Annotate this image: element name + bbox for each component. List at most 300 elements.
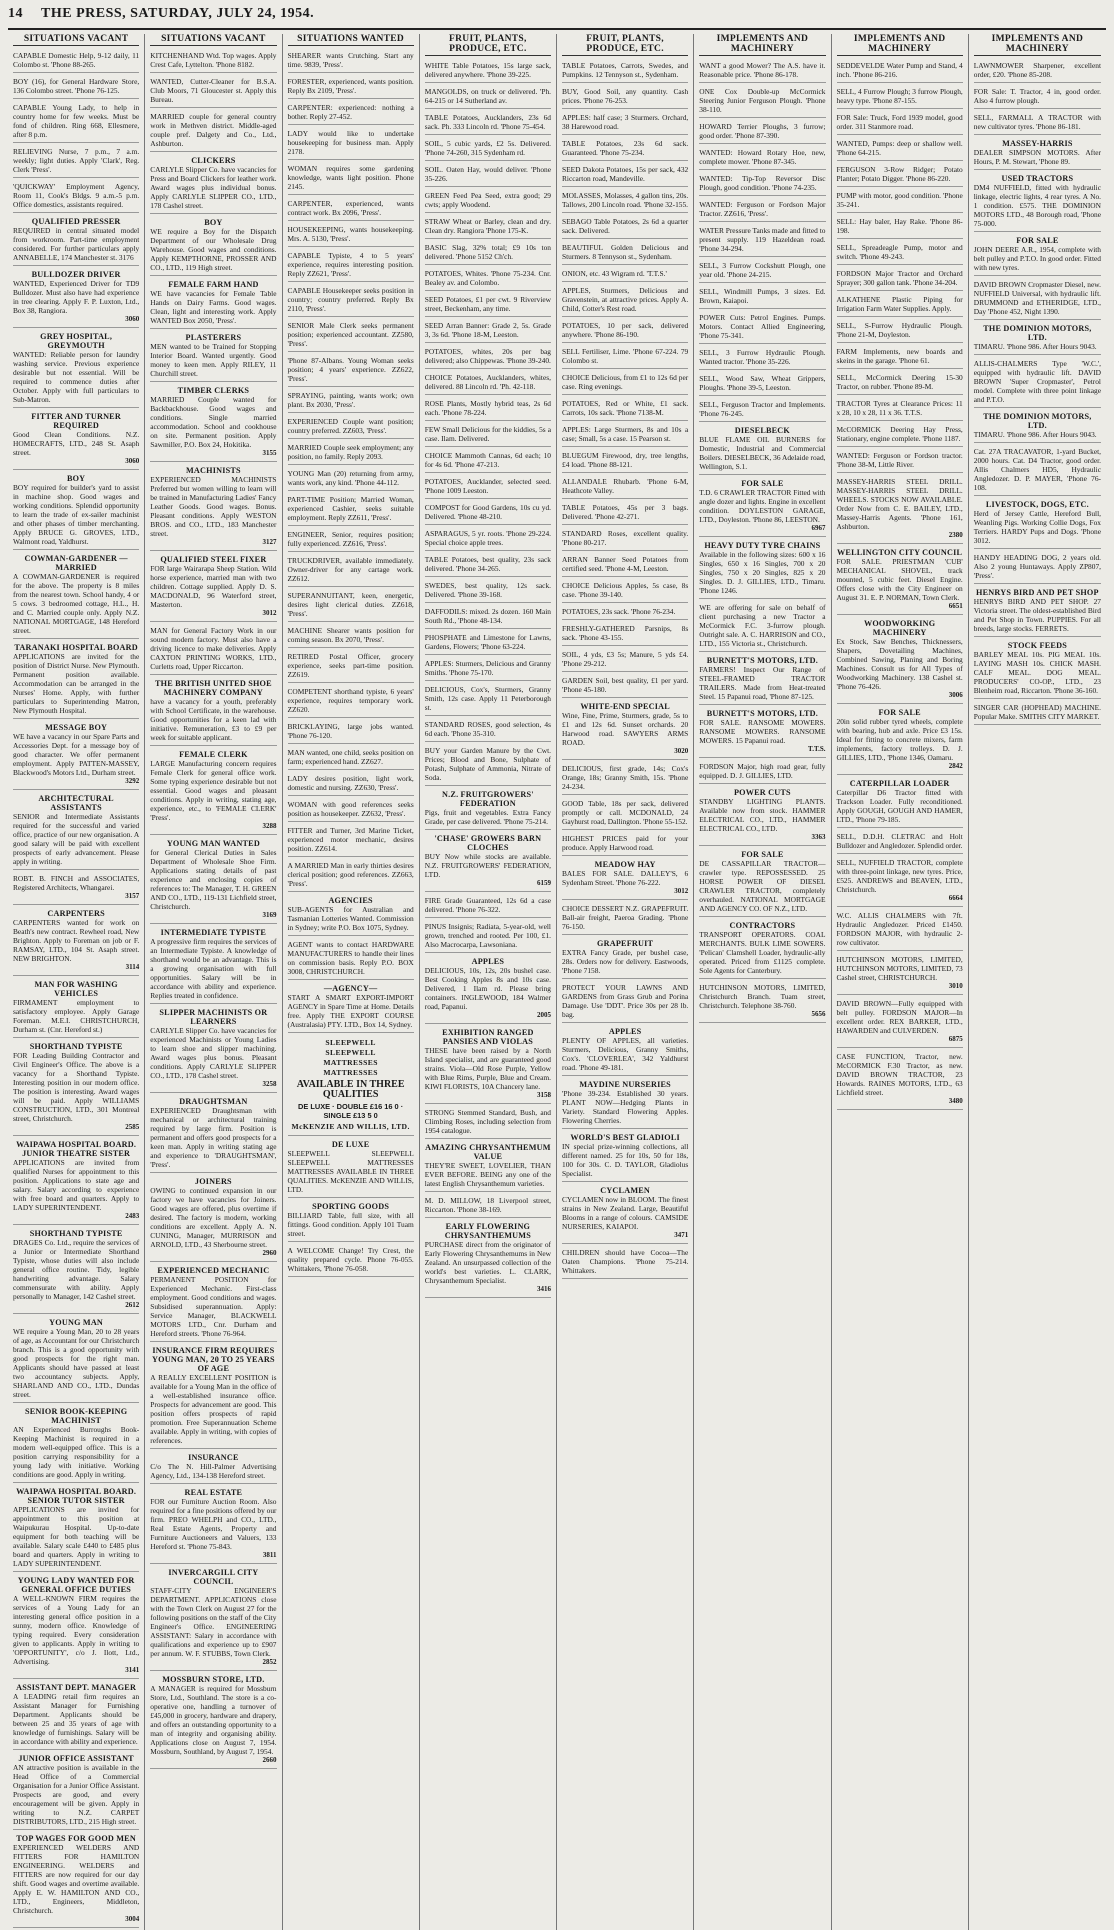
ad-heading: CONTRACTORS xyxy=(729,921,796,930)
classified-ad xyxy=(288,772,414,796)
classified-ad xyxy=(562,189,688,213)
ad-reference-number: 3020 xyxy=(674,747,689,755)
classified-ad xyxy=(562,1246,688,1279)
classified-ad xyxy=(974,59,1101,83)
ad-body: BOY required for builder's yard to assist in machine shop. Good wages and working conditions. Splendid opportunity to learn the trade of ex-sailer machinist and other phases of timber merchanting. Apply BRUCE G. GROVES, LTD., Walmont road, Yaldhurst. xyxy=(13,483,140,546)
classified-ad xyxy=(13,1040,139,1136)
classified-ad xyxy=(150,154,276,214)
ad-reference-number: 6967 xyxy=(811,524,826,532)
classified-ad xyxy=(425,955,551,1024)
classified-ad xyxy=(562,475,688,499)
ad-body: A LEADING retail firm requires an Assistant Manager for Furnishing Department. Applicants should be between 25 and 35 years of age with knowledge of furnishings. Salary will be in accordance with ability and experience. xyxy=(13,1692,140,1746)
ad-body: CAPABLE Young Lady, to help in country home for few weeks. Must be fond of children. Ring 668, Ellesmere, after 8 p.m. xyxy=(13,103,140,139)
ad-body: SUB-AGENTS for Australian and Tasmanian Lotteries Wanted. Commission in Sydney; write P.O. Box 1075, Sydney. xyxy=(287,905,414,932)
ad-body: THEY'RE SWEET, LOVELIER, THAN EVER BEFORE. BEING any one of the latest English Chrysanthemum varieties. xyxy=(424,1161,551,1188)
classified-ad xyxy=(974,445,1101,496)
ad-body: SPRAYING, painting, wants work; own plant. Bx 2030, 'Press'. xyxy=(287,391,414,409)
classified-ad xyxy=(837,345,963,369)
ad-body: REQUIRED in central situated model from workroom. Part-time employment considered. For further particulars apply ANNABELLE, 174 Manchester st. 3176 xyxy=(13,226,140,262)
ad-body: CARLYLE Slipper Co. have vacancies for experienced Machinists or Young Ladies to learn shoe and slipper machining. Award wages plus bonus. Pleasant conditions. Apply CARLYLE SLIPPER CO., LTD., 178 Cashel street. xyxy=(150,1026,277,1080)
ad-body: SINGER CAR (HOPHEAD) MACHINE. Popular Make. SMITHS CITY MARKET. xyxy=(973,703,1101,721)
classified-ad xyxy=(425,137,551,161)
ad-heading: WORLD'S BEST GLADIOLI xyxy=(570,1133,680,1142)
ad-reference-number: 3114 xyxy=(125,963,140,971)
classified-ad xyxy=(699,760,825,784)
ad-body: DAVID BROWN—Fully equipped with belt pulley. FORDSON MAJOR—In excellent order. REX BARKER, LTD., HAWARDEN and CULVERDEN. xyxy=(836,999,963,1035)
ad-body: MEN wanted to be Trained for Stopping Interior Board. Wanted urgently. Good money to keen men. Apply RILEY, 11 Churchill street. xyxy=(150,342,277,378)
classified-ad xyxy=(288,720,414,744)
classified-ad xyxy=(425,293,551,317)
classified-ad xyxy=(837,397,963,421)
ad-heading: MASSEY-HARRIS xyxy=(1002,139,1073,148)
column-heading: SITUATIONS VACANT xyxy=(150,34,276,46)
ad-heading: REAL ESTATE xyxy=(184,1488,243,1497)
ad-reference-number: 5656 xyxy=(811,1010,826,1018)
classified-ad xyxy=(425,1106,551,1139)
ad-heading: FOR SALE xyxy=(741,479,784,488)
ad-body: POTATOES, 23s sack. 'Phone 76-234. xyxy=(562,607,676,616)
ad-heading: TARANAKI HOSPITAL BOARD xyxy=(14,643,138,652)
classified-ad xyxy=(562,1078,688,1129)
classified-ad xyxy=(837,137,963,161)
classified-ad xyxy=(837,830,963,854)
ad-body: HOWARD Terrier Ploughs, 3 furrow; good order. 'Phone 87-390. xyxy=(699,122,826,140)
ad-body: DRAGES Co. Ltd., require the services of a Junior or Intermediate Shorthand Typiste, whose duties will also include general office routine. Tidy, legible handwriting advantage. Salary commensurate with ability. Apply personally to Manager, 142 Cashel street. xyxy=(13,1238,140,1301)
classified-ad xyxy=(13,1316,139,1403)
display-ad-line: SLEEPWELL xyxy=(325,1048,376,1057)
display-ad-line: MATTRESSES xyxy=(323,1068,378,1077)
ad-heading: MACHINISTS xyxy=(185,466,241,475)
classified-ad xyxy=(699,398,825,422)
ad-reference-number: 2005 xyxy=(537,1011,551,1019)
ad-reference-number: 3471 xyxy=(674,1231,689,1239)
classified-ad xyxy=(288,101,414,125)
classified-ad xyxy=(425,605,551,629)
ad-body: CARPENTERS wanted for work on Beath's new contract. Rewheel road, New Brighton. Apply to Foreman on job or F. RAMSAY, LTD., 104 St. Asaph street. NEW BRIGHTON. xyxy=(13,918,140,963)
classified-ad xyxy=(13,1227,139,1314)
classified-ad xyxy=(699,707,825,758)
classified-ad xyxy=(562,267,688,282)
classified-ad xyxy=(288,650,414,683)
ad-body: BEAUTIFUL Golden Delicious and Sturmers. 8 Tennyson st., Sydenham. xyxy=(562,243,689,261)
classified-ad xyxy=(425,371,551,395)
ad-body: ARRAN Banner Seed Potatoes from certified seed. 'Phone 4-M, Leeston. xyxy=(562,555,689,573)
classified-ad xyxy=(425,1194,551,1218)
classified-ad xyxy=(699,311,825,344)
ad-body: CARPENTER: experienced: nothing a bother. Reply 27-452. xyxy=(287,103,414,121)
ad-reference-number: 3157 xyxy=(125,892,140,900)
ad-body: DELICIOUS, first grade, 14s; Cox's Orange, 18s; Granny Smith, 15s. 'Phone 24-234. xyxy=(562,764,689,791)
classified-ad xyxy=(150,75,276,108)
classified-ad xyxy=(837,163,963,187)
classified-ad xyxy=(699,85,825,118)
ad-body: SHEARER wants Crutching. Start any time. 9839, 'Press'. xyxy=(287,51,414,69)
classified-ad xyxy=(150,677,276,746)
classified-ad xyxy=(699,919,825,979)
ad-heading: FOR SALE xyxy=(741,850,784,859)
ad-body: WANTED: Reliable person for laundry washing service. Previous experience desirable but not essential. Will be required to commence duties after October. Apply with full particulars to Sub-Matron. xyxy=(13,350,140,404)
ad-body: Ex Stock, Saw Benches, Thicknessers, Shapers, Dovetailing Machines, Combined Sawing, Planing and Boring Machines. Consult us for All Types of Woodworking Machinery. 138 Cashel st. 'Phone 76-426. xyxy=(836,637,963,691)
ad-body: Pigs, fruit and vegetables. Extra Fancy Grade, per case delivered. 'Phone 75-214. xyxy=(424,808,551,826)
ad-heading: COWMAN-GARDENER — MARRIED xyxy=(24,554,128,572)
ad-body: MAN wanted, one child, seeks position on farm; experienced hand. ZZ627. xyxy=(287,748,414,766)
ad-body: Good Clean Conditions. N.Z. HOMECRAFTS, LTD., 248 St. Asaph street. xyxy=(13,430,140,457)
classified-ad xyxy=(837,856,963,907)
ad-body: TIMARU. 'Phone 986. After Hours 9043. xyxy=(973,430,1097,439)
ad-body: WANTED: Ferguson or Fordson tractor. 'Phone 38-M, Little River. xyxy=(836,451,963,469)
column-heading: IMPLEMENTS AND MACHINERY xyxy=(974,34,1101,56)
classified-ad xyxy=(288,685,414,718)
ad-heading: SENIOR BOOK-KEEPING MACHINIST xyxy=(24,1407,128,1425)
ad-body: SEED Potatoes, £1 per cwt. 9 Riverview street, Beckenham, any time. xyxy=(424,295,551,313)
ad-body: DELICIOUS, 10s, 12s, 20s bushel case. Best Cooking Apples 8s and 10s case. Delivered, 1 Ilam rd. Please bring containers. INGLEWOOD, 184 Walmer road, Papanui. xyxy=(424,966,551,1011)
classified-ad xyxy=(562,700,688,760)
classified-ad xyxy=(837,371,963,395)
ad-body: SOIL. Oaten Hay, would deliver. 'Phone 35-226. xyxy=(424,165,551,183)
ad-reference-number: 3155 xyxy=(262,449,277,457)
ad-body: START A SMART EXPORT-IMPORT AGENCY in Spare Time at Home. Details free. Apply THE EXPORT COURSE (Australasia) PTY. LTD., Box 14, Sydney. xyxy=(287,993,414,1029)
classified-ad xyxy=(837,909,963,951)
ad-body: BUY your Garden Manure by the Cwt. Prices; Blood and Bone, Sulphate of Potash, Sulphate of Ammonia, Nitrate of Soda. xyxy=(424,746,551,782)
classified-ad xyxy=(837,59,963,83)
ad-body: CHOICE Potatoes, Aucklanders, whites, delivered. 88 Lincoln rd. 'Ph. 42-118. xyxy=(424,373,551,391)
ad-body: POTATOES, Aucklander, selected seed. 'Phone 1009 Leeston. xyxy=(424,477,551,495)
classified-ad xyxy=(425,553,551,577)
classified-ad xyxy=(288,223,414,247)
ad-body: WHITE Table Potatoes, 15s large sack, delivered anywhere. 'Phone 39-225. xyxy=(424,61,551,79)
classified-ad xyxy=(288,75,414,99)
ad-body: WOMAN requires some gardening knowledge, wants light position. Phone 2145. xyxy=(287,164,414,191)
ad-body: AN attractive position is available in the Head Office of a Commercial Organisation for a Junior Office Assistant. Prospects are good, and every encouragement will be given. Apply in writing to N.Z. CARPET DISTRIBUTORS, LTD., 215 High street. xyxy=(13,1763,140,1826)
classified-ad xyxy=(425,215,551,239)
column-5 xyxy=(557,34,694,1930)
column-3 xyxy=(283,34,420,1930)
ad-body: MAN for General Factory Work in our sound modern factory. Must also have a driving licence to make deliveries. Apply CAXTON PRINTING WORKS, LTD., Curletts road, Upper Riccarton. xyxy=(150,626,277,671)
classified-ad xyxy=(699,285,825,309)
ad-body: SELL Fertiliser, Lime. 'Phone 67-224. 79 Colombo st. xyxy=(562,347,689,365)
ad-body: DM4 NUFFIELD, fitted with hydraulic linkage, electric lights, 4 rear tyres. A No. 1 condition. £575. THE DOMINION MOTORS LTD., 48 Borough road, 'Phone 75-000. xyxy=(973,183,1101,228)
classified-ad xyxy=(425,111,551,135)
ad-body: LADY would like to undertake housekeeping for business man. Apply 2178. xyxy=(287,129,414,156)
ad-reference-number: 6875 xyxy=(948,1035,963,1043)
ad-body: TRUCKDRIVER, available immediately. Owner-driver for any cartage work. ZZ612. xyxy=(287,556,414,583)
ad-body: Wine, Fine, Prime, Sturmers, grade, 5s to £1 and 12s 6d. Sunset orchards. 20 Harwood road. SAWYERS ARMS ROAD. xyxy=(562,711,689,747)
ad-reference-number: 2380 xyxy=(948,531,963,539)
ad-heading: BURNETT'S MOTORS, LTD. xyxy=(706,709,819,718)
classified-ad xyxy=(288,284,414,317)
ad-body: FARMERS! Inspect Our Range of STEEL-FRAMED TRACTOR TRAILERS. Made from Heat-treated Steel. 15 Papanui road, 'Phone 87-125. xyxy=(699,665,826,701)
ad-heading: APPLES xyxy=(608,1027,642,1036)
classified-ad xyxy=(13,1574,139,1679)
ad-heading: AMAZING CHRYSANTHEMUM VALUE xyxy=(425,1143,551,1161)
ad-heading: JOINERS xyxy=(194,1177,232,1186)
ad-body: YOUNG Man (20) returning from army, wants work, any kind. 'Phone 44-112. xyxy=(287,469,414,487)
classified-ad xyxy=(150,1566,276,1671)
ad-body: JOHN DEERE A.R., 1954, complete with belt pulley and P.T.O. In good order. Fitted with new tyres. xyxy=(973,245,1101,272)
ad-body: MASSEY-HARRIS STEEL DRILL. MASSEY-HARRIS STEEL DRILL. WHEELS. STOCKS NOW AVAILABLE. Order Now from C. E. BAILEY, LTD., Massey-Harris Agents. 'Phone 161, Ashburton. xyxy=(836,477,963,531)
ad-body: FORDSON Major, high road gear, fully equipped. D. J. GILLIES, LTD. xyxy=(699,762,826,780)
classified-ad xyxy=(837,111,963,135)
ad-reference-number: 3416 xyxy=(537,1285,551,1293)
ad-body: AGENT wants to contact HARDWARE MANUFACTURERS to handle their lines on commission basis. Reply P.O. BOX 3008, CHRISTCHURCH. xyxy=(287,940,414,976)
classified-ad xyxy=(562,622,688,646)
classified-ad xyxy=(288,894,414,936)
ad-body: POTATOES, Whites. 'Phone 75-234. Cnr. Bealey av. and Colombo. xyxy=(424,269,551,287)
ad-body: EXTRA Fancy Grade, per bushel case, 28s. Orders now for delivery. Eastwoods, 'Phone 7158. xyxy=(562,948,689,975)
ad-heading: SLIPPER MACHINISTS OR LEARNERS xyxy=(159,1008,268,1026)
classified-ad xyxy=(974,278,1101,320)
classified-ad xyxy=(13,1681,139,1750)
classified-ad xyxy=(425,59,551,83)
ad-heading: INTERMEDIATE TYPISTE xyxy=(160,928,267,937)
ad-body: DAVID BROWN Cropmaster Diesel, new. NUFFIELD Universal, with hydraulic lift. DRUMMOND and ETHERIDGE, LTD., Day 'Phone 452, Night 1390. xyxy=(973,280,1101,316)
classified-ad xyxy=(974,551,1101,584)
ad-heading: MEADOW HAY xyxy=(594,860,656,869)
classified-ad xyxy=(425,397,551,421)
classified-ad xyxy=(562,501,688,525)
ad-body: WANTED, Pumps: deep or shallow well. 'Phone 64-215. xyxy=(836,139,963,157)
ad-body: WANTED: Tip-Top Reversor Disc Plough, good condition. 'Phone 74-235. xyxy=(699,174,826,192)
classified-ad xyxy=(288,441,414,465)
classified-ad xyxy=(974,137,1101,170)
classified-ad xyxy=(974,322,1101,355)
ad-heading: EXHIBITION RANGED PANSIES AND VIOLAS xyxy=(442,1028,534,1046)
ad-body: MARRIED Couple wanted for Backbackhouse. Good wages and conditions. Single married accommodation. School and cookhouse on site. Permanent position. Apply Sawmiller, P.O. Box 24, Hokitika. xyxy=(150,395,277,449)
classified-ad xyxy=(425,1026,551,1104)
ad-heading: GREY HOSPITAL, GREYMOUTH xyxy=(40,332,113,350)
classified-ad xyxy=(425,501,551,525)
ad-body: SUPERANNUITANT, keen, energetic, desires light clerical duties. ZZ618, 'Press'. xyxy=(287,591,414,618)
ad-body: FARM Implements, new boards and skeins in the garage. 'Phone 61. xyxy=(836,347,963,365)
ad-body: EXPERIENCED MACHINISTS Preferred but women willing to learn will be trained in Manufacturing Ladies' Fancy Leather Goods. Good wages. Bonus. Pleasant conditions. Apply WESTON BROS. and CO., LTD., 183 Manchester street. xyxy=(150,475,277,538)
ad-body: 20in solid rubber tyred wheels, complete with bearing, hub and axle. Price £3 15s. Ideal for fitting to concrete mixers, farm implements, factory trolleys. D. J. GILLIES, LTD., 'Phone 1346, Oamaru. xyxy=(836,717,963,762)
classified-ad xyxy=(13,1832,139,1928)
ad-body: CAPABLE Typiste, 4 to 5 years' experience, requires interesting position. Reply ZZ621, 'Press'. xyxy=(287,251,414,278)
classified-ad xyxy=(562,85,688,109)
classified-ad xyxy=(425,1141,551,1192)
classified-ad xyxy=(425,788,551,830)
ad-body: STANDARD Roses, excellent quality. 'Phone 80-217. xyxy=(562,529,689,547)
ad-body: APPLICATIONS are invited for the position of District Nurse. New Plymouth. Permanent position available. Accommodation can be arranged in the Nurses' Home. Apply, with further particulars to Superintending Matron, New Plymouth Hospital. xyxy=(13,652,140,715)
ad-body: CASE FUNCTION, Tractor, new. McCORMICK F.30 Tractor, as new. DAVID BROWN TRACTOR, 23 Howards. RAINES MOTORS, LTD., 63 Lichfield street. xyxy=(836,1052,963,1097)
ad-body: POTATOES, Red or White, £1 sack. Carrots, 10s sack. 'Phone 7138-M. xyxy=(562,399,689,417)
classified-ad xyxy=(288,127,414,160)
ad-body: POTATOES, 10 per sack, delivered anywhere. 'Phone 86-190. xyxy=(562,321,689,339)
classified-ad xyxy=(13,268,139,328)
classified-ad xyxy=(150,1006,276,1093)
classified-ad xyxy=(699,424,825,475)
ad-body: CARLYLE Slipper Co. have vacancies for Press and Board Clickers for leather work. Award wages plus individual bonus. Apply CARLYLE SLIPPER CO., LTD., 178 Cashel street. xyxy=(150,165,277,210)
ad-body: CAPABLE Domestic Help, 9-12 daily, 11 Colombo st. 'Phone 88-265. xyxy=(13,51,140,69)
ad-body: BLUE FLAME OIL BURNERS for Domestic, Industrial and Commercial Boilers. DIESELBECK, 36 Adelaide road, Wellington, S.1. xyxy=(699,435,826,471)
ad-body: A WELCOME Change! Try Crest, the quality prepared cycle. Phone 76-055. Whittakers, 'Phone 76-058. xyxy=(287,1246,414,1273)
classified-ad xyxy=(288,1138,414,1198)
ad-heading: TIMBER CLERKS xyxy=(177,386,250,395)
classified-ad xyxy=(562,937,688,979)
ad-body: POTATOES, whites, 20s per bag delivered; also Chippewas. 'Phone 39-240. xyxy=(424,347,551,365)
ad-body: COMPETENT shorthand typiste, 6 years' experience, requires temporary work. ZZ620. xyxy=(287,687,414,714)
ad-body: WE require a Boy for the Dispatch Department of our Wholesale Drug Warehouse. Good wages and conditions. Apply KEMPTHORNE, PROSSER AND CO., LTD., 119 High street. xyxy=(150,227,277,272)
ad-body: ONE Cox Double-up McCormick Steering Junior Ferguson Plough. 'Phone 38-110. xyxy=(699,87,826,114)
ad-body: BUY Now while stocks are available. N.Z. FRUITGROWERS' FEDERATION, LTD. xyxy=(424,852,551,879)
classified-ad xyxy=(150,49,276,73)
ad-heading: CLICKERS xyxy=(191,156,236,165)
ad-reference-number: 3169 xyxy=(262,911,277,919)
ad-heading: GRAPEFRUIT xyxy=(597,939,654,948)
classified-ad xyxy=(13,410,139,470)
ad-heading: BOY xyxy=(66,474,86,483)
ad-reference-number: 2852 xyxy=(262,1658,277,1666)
ad-body: TABLE Potatoes, 45s per 3 bags. Delivered. 'Phone 42-271. xyxy=(562,503,689,521)
classified-ad xyxy=(699,259,825,283)
ad-body: PHOSPHATE and Limestone for Lawns, Gardens, Flowers; 'Phone 63-224. xyxy=(424,633,551,651)
classified-ad xyxy=(150,1095,276,1173)
ad-body: FORESTER, experienced, wants position. Reply Bx 2109, 'Press'. xyxy=(287,77,414,95)
column-heading: IMPLEMENTS AND MACHINERY xyxy=(837,34,963,56)
ad-body: ASPARAGUS, 5 yr. roots. 'Phone 29-224. Special choice apple trees. xyxy=(424,529,551,547)
ad-body: GOOD Table, 18s per sack, delivered promptly or call. MCDONALD, 24 Gayhurst road, Dallington. 'Phone 55-152. xyxy=(562,799,689,826)
ad-body: SWEDES, best quality, 12s sack. Delivered. 'Phone 39-168. xyxy=(424,581,551,599)
column-8 xyxy=(969,34,1106,1930)
ad-body: SELL, Wood Saw, Wheat Grippers, Ploughs. 'Phone 39-5, Leeston. xyxy=(699,374,826,392)
classified-ad xyxy=(562,579,688,603)
classified-ad xyxy=(425,683,551,716)
classified-ad xyxy=(425,527,551,551)
classified-ad xyxy=(699,59,825,83)
classified-ad xyxy=(562,1025,688,1076)
ad-heading: WHITE-END SPECIAL xyxy=(580,702,670,711)
ad-heading: LIVESTOCK, DOGS, ETC. xyxy=(985,500,1089,509)
ad-body: 'Phone 39-234. Established 30 years. PLANT NOW—Hedging Plants in Variety. Standard Flowering Apples. Flowering Cherries. xyxy=(562,1089,689,1125)
classified-ad xyxy=(13,872,139,905)
display-ad-line: SLEEPWELL xyxy=(325,1038,376,1047)
classified-ad xyxy=(150,1344,276,1449)
ad-heading: SHORTHAND TYPISTE xyxy=(29,1229,123,1238)
classified-ad xyxy=(425,718,551,742)
classified-ad xyxy=(974,172,1101,232)
classified-ad xyxy=(837,706,963,775)
classified-ad xyxy=(425,894,551,918)
ad-heading: BOY xyxy=(204,218,223,227)
ad-body: CAPABLE Housekeeper seeks position in country; country preferred. Reply Bx 2110, 'Press'. xyxy=(287,286,414,313)
ad-body: ROSE Plants, Mostly hybrid teas, 2s 6d each. 'Phone 78-224. xyxy=(424,399,551,417)
classified-ad xyxy=(425,163,551,187)
ad-body: SELL, 3 Furrow Cockshutt Plough, one year old. 'Phone 24-215. xyxy=(699,261,826,279)
classified-ad xyxy=(13,792,139,870)
classified-ad xyxy=(425,345,551,369)
ad-heading: EARLY FLOWERING CHRYSANTHEMUMS xyxy=(444,1222,531,1240)
classified-ad xyxy=(425,319,551,343)
ad-heading: FOR SALE xyxy=(1016,236,1059,245)
ad-heading: THE BRITISH UNITED SHOE MACHINERY COMPANY xyxy=(154,679,272,697)
ad-body: A MARRIED Man in early thirties desires clerical position; good references. ZZ663, 'Press'. xyxy=(287,861,414,888)
ad-body: TABLE Potatoes, Carrots, Swedes, and Pumpkins. 12 Tennyson st., Sydenham. xyxy=(562,61,689,79)
column-4 xyxy=(420,34,557,1930)
classified-ad xyxy=(562,981,688,1023)
ad-body: SEDDEVELDE Water Pump and Stand, 4 inch. 'Phone 86-216. xyxy=(836,61,963,79)
ad-reference-number: 6664 xyxy=(948,894,963,902)
classified-ad xyxy=(562,59,688,83)
ad-heading: DRAUGHTSMAN xyxy=(179,1097,248,1106)
classified-ad xyxy=(837,449,963,473)
ad-body: PLENTY OF APPLES, all varieties. Sturmers, Delicious, Granny Smiths, Cox's. 'CLOVERLEA', 342 Yaldhurst road. 'Phone 49-181. xyxy=(562,1036,689,1072)
ad-heading: WAIPAWA HOSPITAL BOARD. JUNIOR THEATRE SISTER xyxy=(16,1140,137,1158)
ad-heading: HEAVY DUTY TYRE CHAINS xyxy=(704,541,821,550)
ad-heading: BURNETT'S MOTORS, LTD. xyxy=(706,656,819,665)
classified-ad xyxy=(562,163,688,187)
ad-body: PART-TIME Position; Married Woman, experienced Cashier, seeks suitable employment. Reply ZZ611, 'Press'. xyxy=(287,495,414,522)
ad-body: PURCHASE direct from the originator of Early Flowering Chrysanthemums in New Zealand. An unsurpassed collection of the world's best varieties. L. CLARK, Chrysanthemum Specialist. xyxy=(424,1240,551,1285)
ad-body: A REALLY EXCELLENT POSITION is available for a Young Man in the office of a well-established insurance office. Prospects for advancement are good. This position offers prospects of rapid promotion. Free Superannuation Scheme available. Apply in writing, with copies of references. xyxy=(150,1373,277,1445)
ad-heading: WOODWORKING MACHINERY xyxy=(863,619,936,637)
ad-body: W.C. ALLIS CHALMERS with 7ft. Hydraulic Angledozer. Priced £1450. FORDSON MAJOR, with hydraulic 2-row cultivator. xyxy=(836,911,963,947)
classified-ad xyxy=(699,120,825,144)
ad-body: BRICKLAYING, large jobs wanted. 'Phone 76-120. xyxy=(287,722,414,740)
classified-ad xyxy=(425,579,551,603)
classified-ad xyxy=(288,554,414,587)
ad-heading: 'CHASE' GROWERS BARN CLOCHES xyxy=(434,834,542,852)
ad-body: WOMAN with good references seeks position as housekeeper. ZZ632, 'Press'. xyxy=(287,800,414,818)
ad-body: HENRYS BIRD AND PET SHOP. 27 Victoria street. The oldest-established Bird and Pet Shop in Town. PUPPIES. For all breeds, large stocks. FERRETS. xyxy=(973,597,1101,633)
ad-body: SELL, Spreadeagle Pump, motor and switch. 'Phone 49-243. xyxy=(836,243,963,261)
ad-body: BOY (16), for General Hardware Store, 136 Colombo street. 'Phone 76-125. xyxy=(13,77,140,95)
classified-ad xyxy=(150,110,276,152)
classified-ad xyxy=(288,1200,414,1242)
ad-heading: MAN FOR WASHING VEHICLES xyxy=(34,980,118,998)
ad-body: BASIC Slag, 32% total; £9 10s ton delivered. 'Phone 5152 Ch'ch. xyxy=(424,243,551,261)
classified-ad xyxy=(288,197,414,221)
ad-body: STRONG Stemmed Standard, Bush, and Climbing Roses, including selection from 1954 catalogue. xyxy=(424,1108,551,1135)
ad-body: FERGUSON 3-Row Ridger; Potato Planter; Potato Digger. 'Phone 86-220. xyxy=(836,165,963,183)
classified-ad xyxy=(562,832,688,856)
ad-heading: SPORTING GOODS xyxy=(312,1202,390,1211)
classified-ad xyxy=(288,162,414,195)
ad-reference-number: 2585 xyxy=(125,1123,140,1131)
ad-body: FIRE Grade Guaranteed, 12s 6d a case delivered. 'Phone 76-322. xyxy=(424,896,551,914)
classified-ad xyxy=(288,467,414,491)
ad-heading: MAYDINE NURSERIES xyxy=(579,1080,671,1089)
classified-ad xyxy=(13,145,139,178)
classified-ad xyxy=(562,241,688,265)
ad-body: SEBAGO Table Potatoes, 2s 6d a quarter sack. Delivered. xyxy=(562,217,689,235)
classified-ad xyxy=(150,1175,276,1262)
classified-ad xyxy=(837,85,963,109)
ad-heading: USED TRACTORS xyxy=(1001,174,1074,183)
classified-ad xyxy=(699,346,825,370)
classified-ad xyxy=(150,331,276,382)
classified-ad xyxy=(699,654,825,705)
classified-ad xyxy=(425,657,551,681)
ad-body: Cat. 27A TRACAVATOR, 1-yard Bucket, 2000 hours. Cat. D4 Tractor, good order. Allis Chalmers HD5, Hydraulic Angledozer. D. P. MAYER, 'Phone 76-108. xyxy=(973,447,1101,492)
classified-ad xyxy=(288,938,414,980)
ad-reference-number: 3060 xyxy=(125,457,140,465)
ad-heading: APPLES xyxy=(471,957,505,966)
ad-body: APPLES: half case; 3 Sturmers. Orchard, 38 Harewood road. xyxy=(562,113,689,131)
ad-body: MARRIED Couple seek employment; any position, no family. Reply 2093. xyxy=(287,443,414,461)
ad-heading: CYCLAMEN xyxy=(600,1186,651,1195)
ad-body: PERMANENT POSITION for Experienced Mechanic. First-class employment. Good conditions and wages. Subsidised superannuation. Apply: Service Manager, BLACKWELL MOTORS LTD., Cnr. Durham and Hereford streets. 'Phone 76-964. xyxy=(150,1275,277,1338)
ad-body: ONION, etc. 43 Wigram rd. 'T.T.S.' xyxy=(562,269,667,278)
ad-heading: PLASTERERS xyxy=(185,333,242,342)
ad-body: COMPOST for Good Gardens, 10s cu yd. Delivered. 'Phone 48-210. xyxy=(424,503,551,521)
classified-ad xyxy=(837,617,963,704)
ad-body: SENIOR Male Clerk seeks permanent position; experienced accountant. ZZ580, 'Press'. xyxy=(287,321,414,348)
ad-body: SOIL, 5 cubic yards, £2 5s. Delivered. 'Phone 74-260, 315 Sydenham rd. xyxy=(424,139,551,157)
ad-reference-number: 3363 xyxy=(811,833,826,841)
ad-body: IN special prize-winning collections, all different named. 25 for 10s, 50 for 18s, 100 for 30s. C. D. TAYLOR, Gladiolus Specialist. xyxy=(562,1142,689,1178)
ad-heading: INSURANCE xyxy=(188,1453,239,1462)
classified-ad xyxy=(562,527,688,551)
